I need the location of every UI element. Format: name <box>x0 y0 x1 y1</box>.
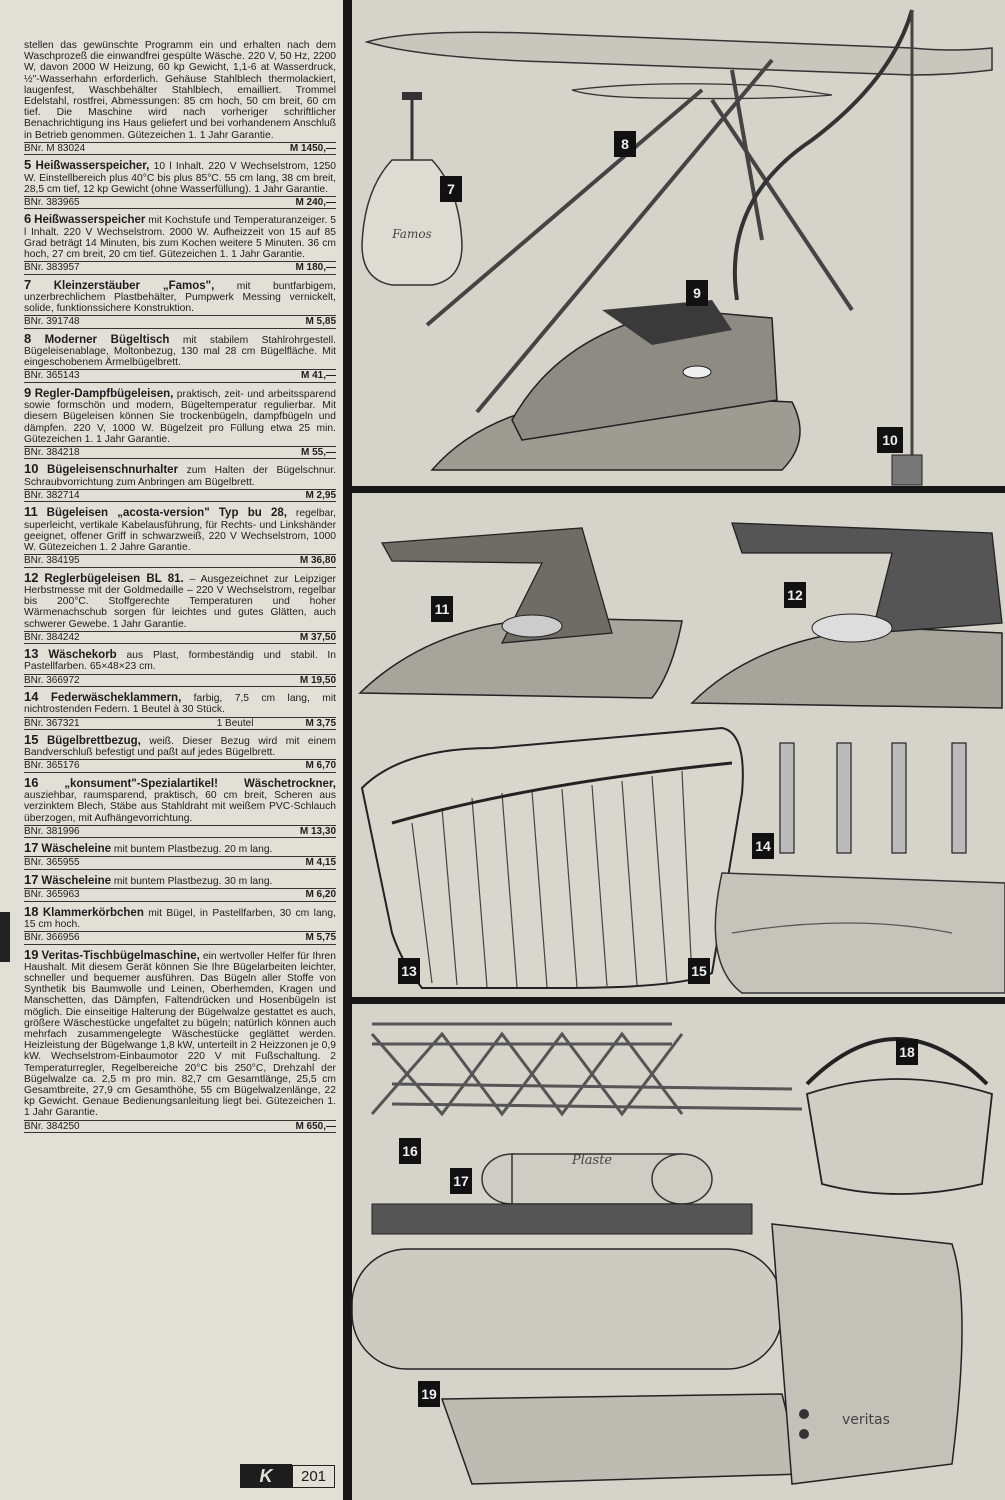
irons-basket-illustration <box>352 493 1005 997</box>
order-line <box>24 142 336 156</box>
item-number: 15 <box>24 732 39 748</box>
order-unit <box>165 932 306 944</box>
picture-panel-irons-basket <box>352 493 1005 997</box>
item-number: 17 <box>24 871 39 887</box>
order-line <box>24 315 336 329</box>
picture-label-11: 11 <box>431 596 453 622</box>
item-description <box>24 903 336 930</box>
item-number: 13 <box>24 646 39 662</box>
item-title: Klammerkörbchen <box>42 906 144 919</box>
clothes-pegs <box>780 743 966 853</box>
item-text: mit Kochstufe und Temperaturanzeiger. 5 l Inhalt. 220 V Wechselstrom. 2000 W. Aufheizzeit von 15 auf 85 Grad beträgt 14 Minuten, bis zum Kochen weitere 5 Minuten. 36 cm hoch, 27 cm breit, 20 cm tief. Gütezeichen 1. 1 Jahr Garantie. <box>24 215 336 261</box>
order-unit <box>165 857 306 869</box>
picture-label-18: 18 <box>896 1039 918 1065</box>
price: M 180,— <box>295 262 337 274</box>
clothes-dryer-rack <box>372 1024 802 1114</box>
order-unit <box>160 197 296 209</box>
peg-basket <box>807 1079 992 1194</box>
ironing-illustration <box>352 0 1005 486</box>
price: M 240,— <box>295 196 337 208</box>
order-number: BNr. M 83024 <box>24 142 86 154</box>
machine-housing <box>772 1224 962 1484</box>
item-text: praktisch, zeit- und arbeitssparend sowie formschön und modern, Bügeltemperatur regulierbar. Mit diesem Bügeleisen können Sie trockenbügeln, dampfbügeln und dämpfen. 220 V, 1000 W. Bügelzeit pro Füllung etwa 25 min. Gütezeichen 1. 1 Jahr Garantie. <box>24 388 336 445</box>
item-text: aus Plast, formbeständig und stabil. In Pastellfarben. 65×48×23 cm. <box>24 650 336 673</box>
price: M 650,— <box>295 1120 337 1132</box>
picture-label-15: 15 <box>688 958 710 984</box>
order-number: BNr. 367321 <box>24 717 80 729</box>
product-descriptions <box>24 40 336 1133</box>
order-number: BNr. 366956 <box>24 932 80 944</box>
picture-label-9: 9 <box>686 280 708 306</box>
item-title: Heißwasserspeicher, <box>35 160 150 173</box>
order-line <box>24 759 336 773</box>
item-description <box>24 213 336 260</box>
order-number: BNr. 382714 <box>24 489 80 501</box>
order-unit <box>163 447 302 459</box>
machine-base <box>442 1394 802 1484</box>
catalog-item <box>24 774 337 838</box>
item-list <box>24 159 336 1133</box>
item-description <box>24 506 336 553</box>
item-title: Wäscheleine <box>41 843 112 856</box>
order-number: BNr. 384250 <box>24 1120 80 1132</box>
column-divider <box>343 0 352 1500</box>
item-number: 6 <box>24 211 32 227</box>
price: M 6,70 <box>305 760 337 772</box>
item-description <box>24 842 336 855</box>
item-description <box>24 734 336 758</box>
catalog-item <box>24 463 336 502</box>
item-description <box>24 330 336 369</box>
item-text: farbig, 7,5 cm lang, mit nichtrostenden Federn. 1 Beutel à 30 Stück. <box>24 693 336 716</box>
press-plate <box>372 1204 752 1234</box>
page-number: 201 <box>292 1465 335 1488</box>
item-text: 10 l Inhalt. 220 V Wechselstrom, 1250 W. Einstellbereich plus 40°C bis plus 85°C. 55 cm lang, 38 cm breit, 28,5 cm tief, 12 kp Gewicht (ohne Wasserfüllung). 1 Jahr Garantie. <box>24 161 336 195</box>
item-number: 16 <box>24 774 39 790</box>
price: M 36,80 <box>299 555 337 567</box>
order-line <box>24 261 336 275</box>
order-number: BNr. 365176 <box>24 760 80 772</box>
order-line <box>24 631 336 645</box>
picture-label-13: 13 <box>398 958 420 984</box>
order-number: BNr. 366972 <box>24 674 80 686</box>
order-line <box>24 369 336 383</box>
order-line <box>24 1120 336 1134</box>
catalog-item <box>24 946 337 1134</box>
picture-panel-ironing <box>352 0 1005 486</box>
picture-label-8: 8 <box>614 131 636 157</box>
row-divider-top <box>352 486 1005 493</box>
item-title: Federwäscheklammern, <box>50 692 182 705</box>
order-line <box>24 717 336 731</box>
catalog-item <box>24 569 337 645</box>
ironing-board-cover <box>715 873 1005 993</box>
order-unit <box>160 262 296 274</box>
item-title: Regler-Dampfbügeleisen, <box>34 387 174 400</box>
item-number: 12 <box>24 569 39 585</box>
item-text: mit buntfarbigem, unzerbrechlichem Plastbehälter, Pumpwerk Messing vernickelt, solide, funktionssichere Konstruktion. <box>24 280 336 315</box>
order-line <box>24 888 336 902</box>
order-number: BNr. 383965 <box>24 196 80 208</box>
item-title: Moderner Bügeltisch <box>44 333 170 346</box>
item-description <box>24 691 336 715</box>
order-unit <box>165 760 306 772</box>
catalog-item <box>24 691 336 730</box>
order-unit: 1 Beutel <box>216 717 254 729</box>
item-title: Heißwasserspeicher <box>34 214 146 227</box>
order-line <box>24 554 336 568</box>
rope-brand: Plaste <box>571 1153 613 1168</box>
item-title: Kleinzerstäuber „Famos", <box>53 279 215 292</box>
price: M 13,30 <box>299 825 337 837</box>
row-divider-bottom <box>352 997 1005 1004</box>
catalog-item <box>24 276 337 329</box>
order-number: BNr. 365143 <box>24 370 80 382</box>
item-number: 7 <box>24 276 32 292</box>
picture-label-7: 7 <box>440 176 462 202</box>
order-unit <box>163 370 302 382</box>
item-description <box>24 774 336 824</box>
price: M 4,15 <box>305 857 337 869</box>
order-line <box>24 825 336 839</box>
price: M 41,— <box>301 370 337 382</box>
order-number: BNr. 365963 <box>24 889 80 901</box>
item-title: „konsument"-Spezialartikel! Wäschetrockner, <box>64 777 336 790</box>
item-description <box>24 569 336 630</box>
item-text: zum Halten der Bügelschnur. Schraubvorrichtung zum Anbringen am Bügelbrett. <box>24 465 336 488</box>
price: M 19,50 <box>299 674 337 686</box>
price: M 1450,— <box>289 142 336 154</box>
price: M 5,75 <box>305 932 337 944</box>
veritas-brand: veritas <box>842 1412 890 1428</box>
picture-label-12: 12 <box>784 582 806 608</box>
item-number: 9 <box>24 384 32 400</box>
item-number: 18 <box>24 903 39 919</box>
picture-label-19: 19 <box>418 1381 440 1407</box>
order-unit <box>162 632 300 644</box>
catalog-item <box>24 871 337 902</box>
order-unit <box>165 316 306 328</box>
item-description <box>24 159 336 195</box>
price: M 6,20 <box>305 889 337 901</box>
catalog-item <box>24 506 336 567</box>
item-description <box>24 463 336 487</box>
item-title: Wäschekorb <box>48 649 117 662</box>
item-number: 14 <box>24 689 39 705</box>
ironing-board <box>367 32 992 75</box>
page-edge-mark <box>0 912 10 962</box>
price: M 55,— <box>301 446 337 458</box>
picture-label-16: 16 <box>399 1138 421 1164</box>
picture-label-14: 14 <box>752 833 774 859</box>
item-description <box>24 648 336 672</box>
order-unit <box>165 889 306 901</box>
order-unit <box>165 490 306 502</box>
order-unit <box>162 675 300 687</box>
order-number: BNr. 384242 <box>24 631 80 643</box>
catalog-item <box>24 159 336 209</box>
text-column <box>0 0 343 1500</box>
catalog-item <box>24 384 337 460</box>
catalog-item <box>24 213 336 274</box>
item-description <box>24 276 336 315</box>
item-title: Bügeleisen „acosta-version" Typ bu 28, <box>46 507 288 520</box>
item-number: 11 <box>24 504 38 520</box>
item-number: 17 <box>24 840 39 856</box>
picture-label-10: 10 <box>877 427 903 453</box>
item-title: Bügelbrettbezug, <box>46 735 141 748</box>
item-text: regelbar, superleicht, vertikale Kabelausführung, für Rechts- und Linkshänder geeignet, offener Griff in schwarzweiß, 220 V Wechselstrom, 1000 W. Gütezeichen 1. 2 Jahre Garantie. <box>24 508 336 553</box>
order-number: BNr. 365955 <box>24 857 80 869</box>
price: M 3,75 <box>305 717 337 729</box>
item-number: 19 <box>24 946 39 962</box>
item-description <box>24 384 336 445</box>
intro-text: stellen das gewünschte Programm ein und erhalten nach dem Waschprozeß die einwandfrei gespülte Wäsche. 220 V, 50 Hz, 2200 W, davon 2000 W Heizung, 60 kp Gewicht, 1,1-6 at Wasserdruck, ½"-Wasserhahn erforderlich. Gehäuse Stahlblech thermolackiert, laugenfest, Waschbehälter Stahlblech, emailliert. Trommel Edelstahl, rostfrei, Abmessungen: 85 cm hoch, 50 cm breit, 60 cm tief. Die Maschine wird nach vorheriger schriftlicher Benachrichtigung ins Haus geliefert und bei vorhandenem Anschluß in Betrieb genommen. Gütezeichen 1. 1 Jahr Garantie. <box>24 40 336 141</box>
order-line <box>24 856 336 870</box>
item-text: mit buntem Plastbezug. 30 m lang. <box>111 875 273 887</box>
catalog-item <box>24 734 336 773</box>
picture-panel-drying-machine <box>352 1004 1005 1500</box>
page-footer <box>240 1463 335 1489</box>
order-number: BNr. 384195 <box>24 555 80 567</box>
item-text: mit Bügel, in Pastellfarben, 30 cm lang, 15 cm hoch. <box>24 907 336 930</box>
order-number: BNr. 383957 <box>24 262 80 274</box>
drying-machine-illustration <box>352 1004 1005 1500</box>
price: M 37,50 <box>299 631 337 643</box>
item-text: – Ausgezeichnet zur Leipziger Herbstmesse mit der Goldmedaille – 220 V Wechselstrom, regelbar bis 200°C. Stoffgerechte Temperaturen und hoher Wärmenachschub sorgen für leichtes und gutes Glätten, auch schwerer Gewebe. 1 Jahr Garantie. <box>24 573 336 630</box>
item-text: weiß. Dieser Bezug wird mit einem Bandverschluß befestigt und paßt auf jedes Bügelbrett. <box>24 736 336 759</box>
ironing-roller <box>352 1249 782 1369</box>
sprayer-brand: Famos <box>392 227 432 241</box>
price: M 2,95 <box>305 489 337 501</box>
order-unit <box>160 1121 296 1133</box>
order-number: BNr. 384218 <box>24 446 80 458</box>
board-leg <box>427 90 702 325</box>
catalog-item <box>24 903 337 945</box>
item-title: Bügeleisenschnurhalter <box>47 464 179 477</box>
item-description <box>24 871 336 887</box>
item-number: 8 <box>24 330 32 346</box>
item-text: mit buntem Plastbezug. 20 m lang. <box>111 844 273 856</box>
order-line <box>24 674 336 688</box>
order-unit <box>162 826 300 838</box>
item-title: Veritas-Tischbügelmaschine, <box>41 949 200 962</box>
catalog-item <box>24 330 337 383</box>
order-line <box>24 446 336 460</box>
item-title: Reglerbügeleisen BL 81. <box>44 572 184 585</box>
order-unit <box>162 555 300 567</box>
order-number: BNr. 391748 <box>24 316 80 328</box>
konsument-logo: K <box>240 1464 292 1488</box>
catalog-item <box>24 842 336 870</box>
item-text: ausziehbar, raumsparend, praktisch, 60 cm breit, Scheren aus verzinktem Blech, Stäbe aus Stahldraht mit weißem PVC-Schlauch überzogen, mit Aufhängevorrichtung. <box>24 790 336 824</box>
item-description <box>24 946 336 1119</box>
item-title: Wäscheleine <box>41 874 112 887</box>
item-text: mit stabilem Stahlrohrgestell. Bügeleisenablage, Moltonbezug, 130 mal 28 cm Bügelfläche. Mit eingeschobenem Ärmelbügelbrett. <box>24 334 336 369</box>
item-number: 5 <box>24 157 32 173</box>
price: M 5,85 <box>305 316 337 328</box>
order-line <box>24 196 336 210</box>
item-number: 10 <box>24 461 39 477</box>
picture-label-17: 17 <box>450 1168 472 1194</box>
order-line <box>24 931 336 945</box>
catalog-item <box>24 648 336 687</box>
order-number: BNr. 381996 <box>24 825 80 837</box>
item-text: ein wertvoller Helfer für Ihren Haushalt. Mit diesem Gerät können Sie Ihre Bügelarbeiten leichter, schneller und bequemer ausführen. Das Bügeln aller Stoffe von Synthetik bis Baumwolle und Leinen, Oberhemden, Kragen und Manschetten, das Dämpfen, Faltendrücken und Hosenbügeln ist möglich. Die einseitige Halterung der Bügelwalze gestattet es auch, größere Wäschestücke ungefaltet zu bügeln; natürlich können auch mehrfach zusammengelegte Wäschestücke geglättet werden. Heizleistung der Bügelwange 1,8 kW, unterteilt in 2 Heizzonen je 0,9 kW. Wechselstrom-Einbaumotor 220 V mit Fußschaltung. 2 Temperaturregler, Regelbereiche 20°C bis 250°C, Drehzahl der Bügelwalze ca. 2,5 m pro min. 82,7 cm Gesamtlänge, 25,5 cm Gesamtbreite, 27,9 cm Gesamthöhe, 55 cm Bügelwalzenlänge, 22 kp Gewicht. Genaue Bedienungsanleitung liegt bei. Gütezeichen 1. 1 Jahr Garantie. <box>24 950 336 1119</box>
order-line <box>24 489 336 503</box>
